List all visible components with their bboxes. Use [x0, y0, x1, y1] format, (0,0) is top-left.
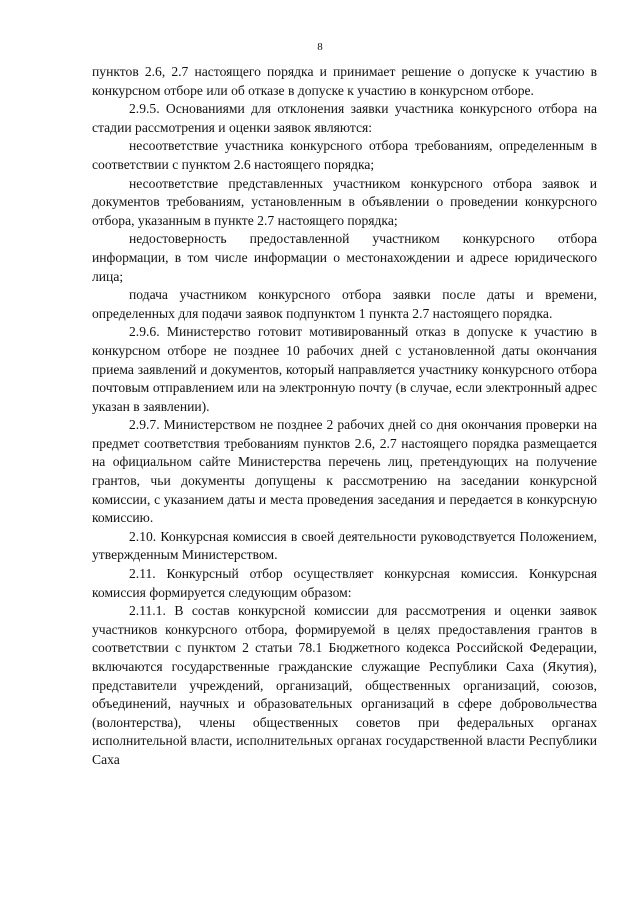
document-body — [92, 63, 597, 770]
paragraph: подача участником конкурсного отбора заявки после даты и времени, определенных для подачи заявок подпунктом 1 пункта 2.7 настоящего порядка. — [92, 287, 597, 321]
paragraph: 2.11.1. В состав конкурсной комиссии для рассмотрения и оценки заявок участников конкурсного отбора, формируемой в целях предоставления грантов в соответствии с пунктом 2 статьи 78.1 Бюджетного кодекса Российской Федерации, включаются государственные гражданские служащие Республики Саха (Якутия), представители учреждений, организаций, общественных организаций, союзов, объединений, научных и образовательных организаций в сфере добровольчества (волонтерства), члены общественных советов при федеральных органах исполнительной власти, исполнительных органах государственной власти Республики Саха — [92, 603, 597, 767]
paragraph: 2.10. Конкурсная комиссия в своей деятельности руководствуется Положением, утвержденным Министерством. — [92, 528, 597, 563]
paragraph: несоответствие представленных участником конкурсного отбора заявок и документов требованиям, установленным в объявлении о проведении конкурсного отбора, указанным в пункте 2.7 настоящего порядка; — [92, 175, 597, 228]
paragraph: 2.9.6. Министерство готовит мотивированный отказ в допуске к участию в конкурсном отборе не позднее 10 рабочих дней с установленной даты окончания приема заявлений и документов, который направляется участнику конкурсного отбора почтовым отправлением или на электронную почту (в случае, если электронный адрес указан в заявлении). — [92, 324, 597, 414]
paragraph: недостоверность предоставленной участником конкурсного отбора информации, в том числе информации о местонахождении и адресе юридического лица; — [92, 231, 597, 284]
paragraph: 2.9.5. Основаниями для отклонения заявки участника конкурсного отбора на стадии рассмотрения и оценки заявок являются: — [92, 101, 597, 135]
page-number: 8 — [317, 41, 323, 53]
paragraph: пунктов 2.6, 2.7 настоящего порядка и принимает решение о допуске к участию в конкурсном отборе или об отказе в допуске к участию в конкурсном отборе. — [92, 64, 597, 98]
paragraph: несоответствие участника конкурсного отбора требованиям, определенным в соответствии с пунктом 2.6 настоящего порядка; — [92, 138, 597, 172]
paragraph: 2.11. Конкурсный отбор осуществляет конкурсная комиссия. Конкурсная комиссия формируется следующим образом: — [92, 566, 597, 600]
paragraph: 2.9.7. Министерством не позднее 2 рабочих дней со дня окончания проверки на предмет соответствия требованиям пунктов 2.6, 2.7 настоящего порядка размещается на официальном сайте Министерства перечень лиц, претендующих на получение грантов, чьи документы допущены к рассмотрению на заседании конкурсной комиссии, с указанием даты и места проведения заседания и передается в конкурсную комиссию. — [92, 417, 597, 526]
